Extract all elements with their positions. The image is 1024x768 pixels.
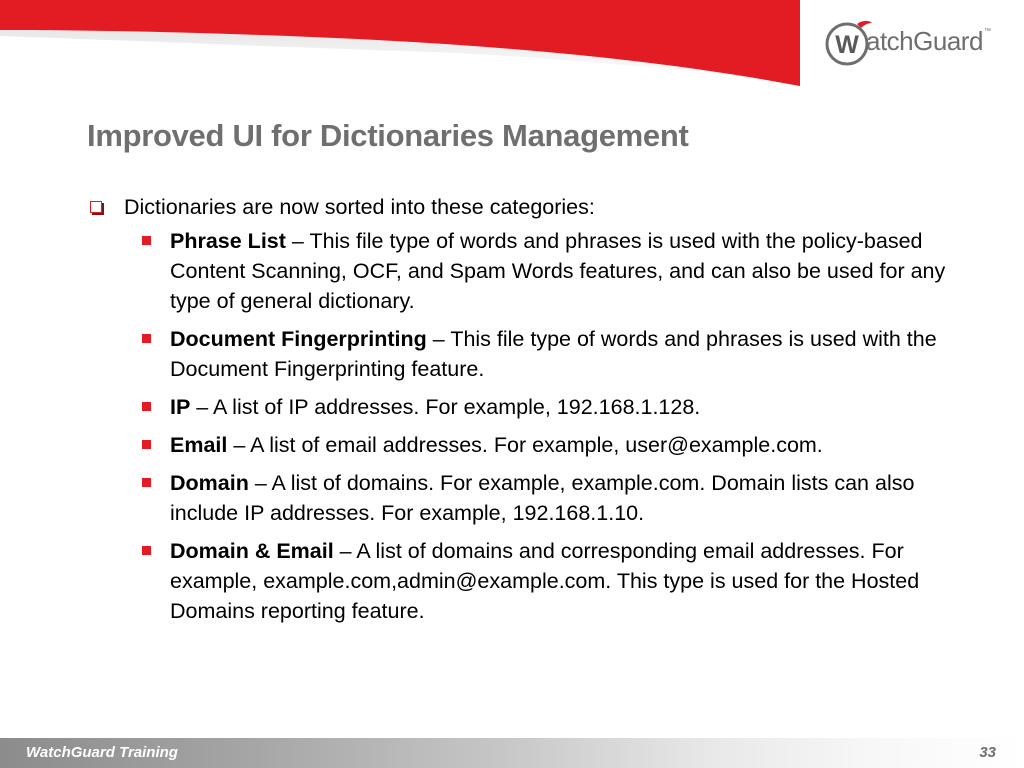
item-term: Domain & Email: [170, 539, 334, 563]
square-bullet-icon: [142, 440, 151, 449]
logo-wordmark: [866, 26, 990, 57]
item-description: – A list of IP addresses. For example, 192.168.1.128.: [190, 395, 701, 419]
square-bullet-icon: [142, 334, 151, 343]
item-term: IP: [170, 395, 191, 419]
logo-wordmark-text: atchGuard: [866, 26, 983, 56]
list-item-domain: [88, 468, 968, 528]
list-item-ip: [88, 392, 968, 422]
item-description: – A list of domains. For example, example.com. Domain lists can also include IP addresses. For example, 192.168.1.10.: [170, 471, 915, 525]
item-description: – A list of domains and corresponding email addresses. For example, example.com,admin@example.com. This type is used for the Hosted Domains reporting feature.: [170, 539, 920, 623]
slide-content: [88, 192, 968, 634]
item-term: Email: [170, 433, 228, 457]
square-bullet-icon: [142, 478, 151, 487]
slide-title: Improved UI for Dictionaries Management: [87, 118, 689, 153]
page-number: 33: [979, 744, 996, 761]
category-list: [88, 226, 968, 626]
intro-bullet: [88, 192, 968, 222]
item-description: – This file type of words and phrases is used with the Document Fingerprinting feature.: [170, 327, 937, 381]
checkbox-bullet-icon: [90, 201, 102, 213]
square-bullet-icon: [142, 546, 151, 555]
intro-text: Dictionaries are now sorted into these categories:: [124, 195, 595, 219]
list-item-document-fingerprinting: [88, 324, 968, 384]
item-description: – A list of email addresses. For example, user@example.com.: [227, 433, 823, 457]
list-item-email: [88, 430, 968, 460]
item-description: – This file type of words and phrases is used with the policy-based Content Scanning, OCF, and Spam Words features, and can also be used for any type of general dictionary.: [170, 229, 946, 313]
watchguard-logo: [824, 14, 1004, 72]
square-bullet-icon: [142, 236, 151, 245]
footer-label: WatchGuard Training: [26, 744, 178, 761]
logo-mark-letter: W: [835, 31, 859, 59]
list-item-domain-and-email: [88, 536, 968, 626]
item-term: Phrase List: [170, 229, 286, 253]
footer-bar: [0, 738, 1024, 768]
list-item-phrase-list: [88, 226, 968, 316]
item-term: Document Fingerprinting: [170, 327, 427, 351]
square-bullet-icon: [142, 402, 151, 411]
trademark-symbol: ™: [983, 28, 991, 35]
item-term: Domain: [170, 471, 249, 495]
